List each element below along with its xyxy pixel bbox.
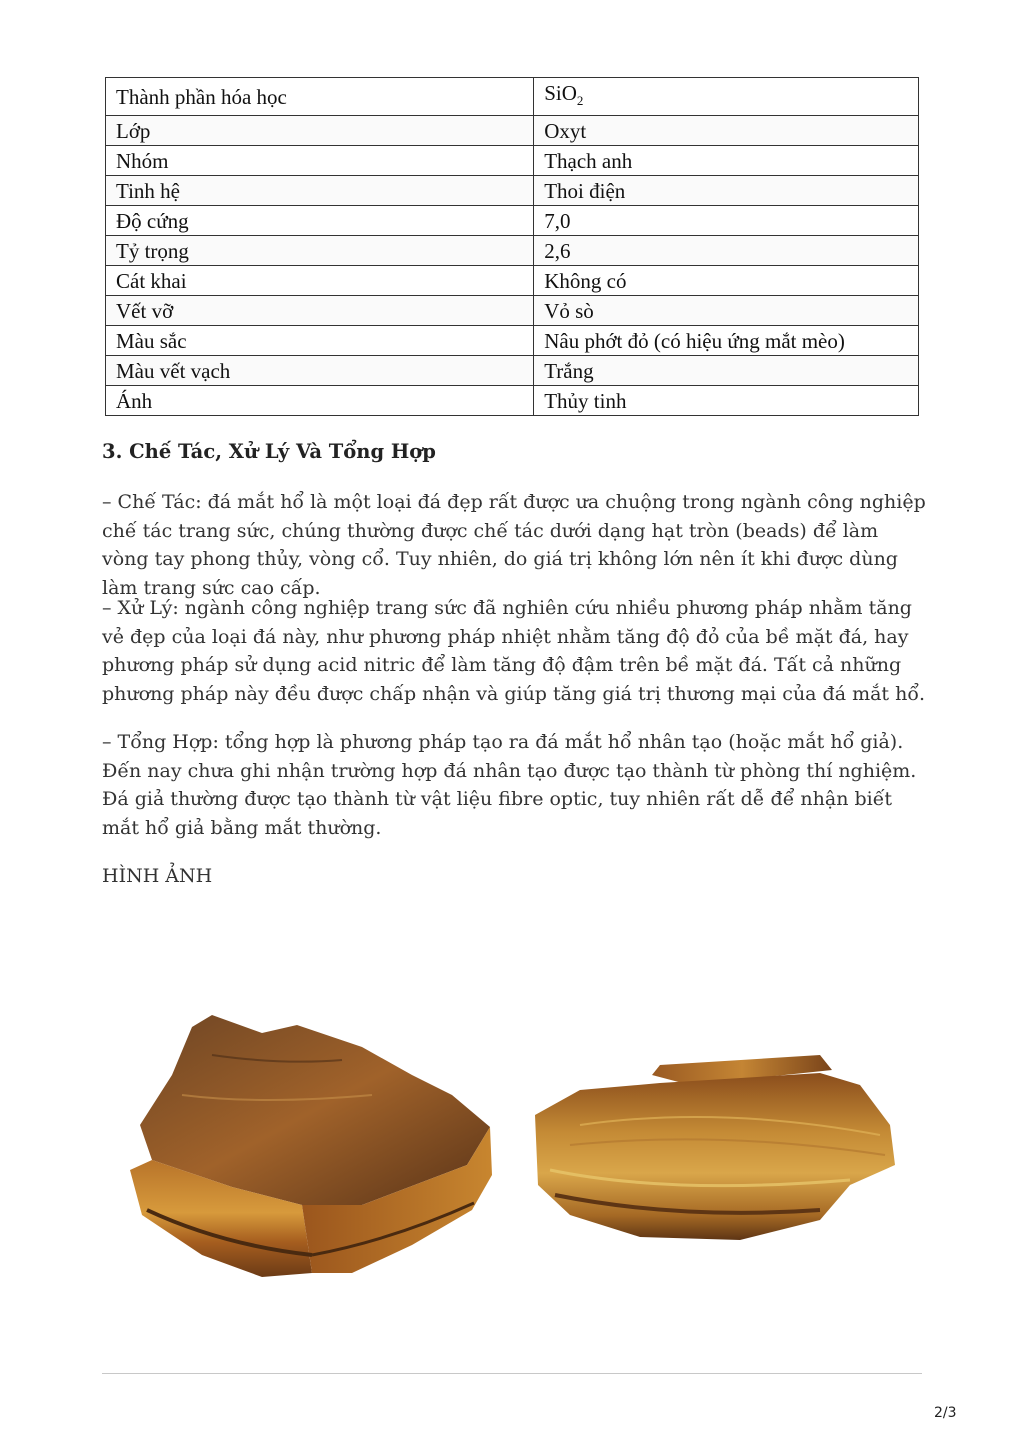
tiger-eye-stone-photo-left (112, 955, 512, 1285)
property-value-subscript: 2 (576, 93, 584, 109)
table-row (106, 206, 919, 236)
footer-divider (102, 1373, 922, 1374)
property-name-cell: Nhóm (106, 146, 534, 176)
images-label: HÌNH ẢNH (102, 865, 213, 887)
property-value-cell (534, 296, 919, 326)
property-value-cell (534, 266, 919, 296)
paragraph-xu-ly: – Xử Lý: ngành công nghiệp trang sức đã nghiên cứu nhiều phương pháp nhằm tăng vẻ đẹp của loại đá này, như phương pháp nhiệt nhằm tăng độ đỏ của bề mặt đá, hay phương pháp sử dụng acid nitric để làm tăng độ đậm trên bề mặt đá. Tất cả những phương pháp này đều được chấp nhận và giúp tăng giá trị thương mại của đá mắt hổ. (102, 597, 925, 705)
paragraph-che-tac: – Chế Tác: đá mắt hổ là một loại đá đẹp rất được ưa chuộng trong ngành công nghiệp chế tác trang sức, chúng thường được chế tác dưới dạng hạt tròn (beads) để làm vòng tay phong thủy, vòng cổ. Tuy nhiên, do giá trị không lớn nên ít khi được dùng làm trang sức cao cấp. (102, 491, 926, 599)
property-value: 2,6 (544, 239, 571, 264)
property-value: SiO (544, 81, 577, 105)
property-value: Thạch anh (544, 149, 633, 174)
table-row (106, 146, 919, 176)
table-row (106, 176, 919, 206)
paragraph-tong-hop: – Tổng Hợp: tổng hợp là phương pháp tạo ra đá mắt hổ nhân tạo (hoặc mắt hổ giả). Đến nay chưa ghi nhận trường hợp đá nhân tạo được tạo thành từ phòng thí nghiệm. Đá giả thường được tạo thành từ vật liệu fibre optic, tuy nhiên rất dễ để nhận biết mắt hổ giả bằng mắt thường. (102, 731, 917, 839)
property-name-cell: Tinh hệ (106, 176, 534, 206)
property-name-cell: Ánh (106, 386, 534, 416)
property-value: Trắng (544, 359, 594, 384)
property-name-cell: Tỷ trọng (106, 236, 534, 266)
property-value: Thủy tinh (544, 389, 627, 414)
table-row (106, 296, 919, 326)
section-heading: 3. Chế Tác, Xử Lý Và Tổng Hợp (102, 440, 436, 463)
page-number: 2/3 (934, 1405, 957, 1421)
property-name-cell: Màu sắc (106, 326, 534, 356)
property-value: Thoi điện (544, 179, 626, 204)
property-name-cell: Vết vỡ (106, 296, 534, 326)
properties-table-body (106, 78, 919, 416)
table-row (106, 78, 919, 116)
table-row (106, 386, 919, 416)
tiger-eye-stone-photo-right (520, 955, 915, 1285)
property-value: Nâu phớt đỏ (có hiệu ứng mắt mèo) (544, 329, 845, 354)
property-value-cell (534, 116, 919, 146)
property-name-cell: Lớp (106, 116, 534, 146)
table-row (106, 326, 919, 356)
property-name-cell: Độ cứng (106, 206, 534, 236)
table-row (106, 236, 919, 266)
property-value-cell (534, 78, 919, 116)
property-value-cell (534, 176, 919, 206)
property-value-cell (534, 386, 919, 416)
table-row (106, 266, 919, 296)
property-value: Oxyt (544, 119, 587, 144)
property-value: Không có (544, 269, 627, 294)
property-value-cell (534, 146, 919, 176)
property-name-cell: Cát khai (106, 266, 534, 296)
property-value-cell (534, 356, 919, 386)
table-row (106, 356, 919, 386)
property-name-cell: Thành phần hóa học (106, 78, 534, 116)
property-value-cell (534, 206, 919, 236)
property-value: Vỏ sò (544, 299, 594, 324)
property-value-cell (534, 236, 919, 266)
properties-table (105, 77, 919, 416)
property-name-cell: Màu vết vạch (106, 356, 534, 386)
property-value-cell (534, 326, 919, 356)
table-row (106, 116, 919, 146)
property-value: 7,0 (544, 209, 571, 234)
